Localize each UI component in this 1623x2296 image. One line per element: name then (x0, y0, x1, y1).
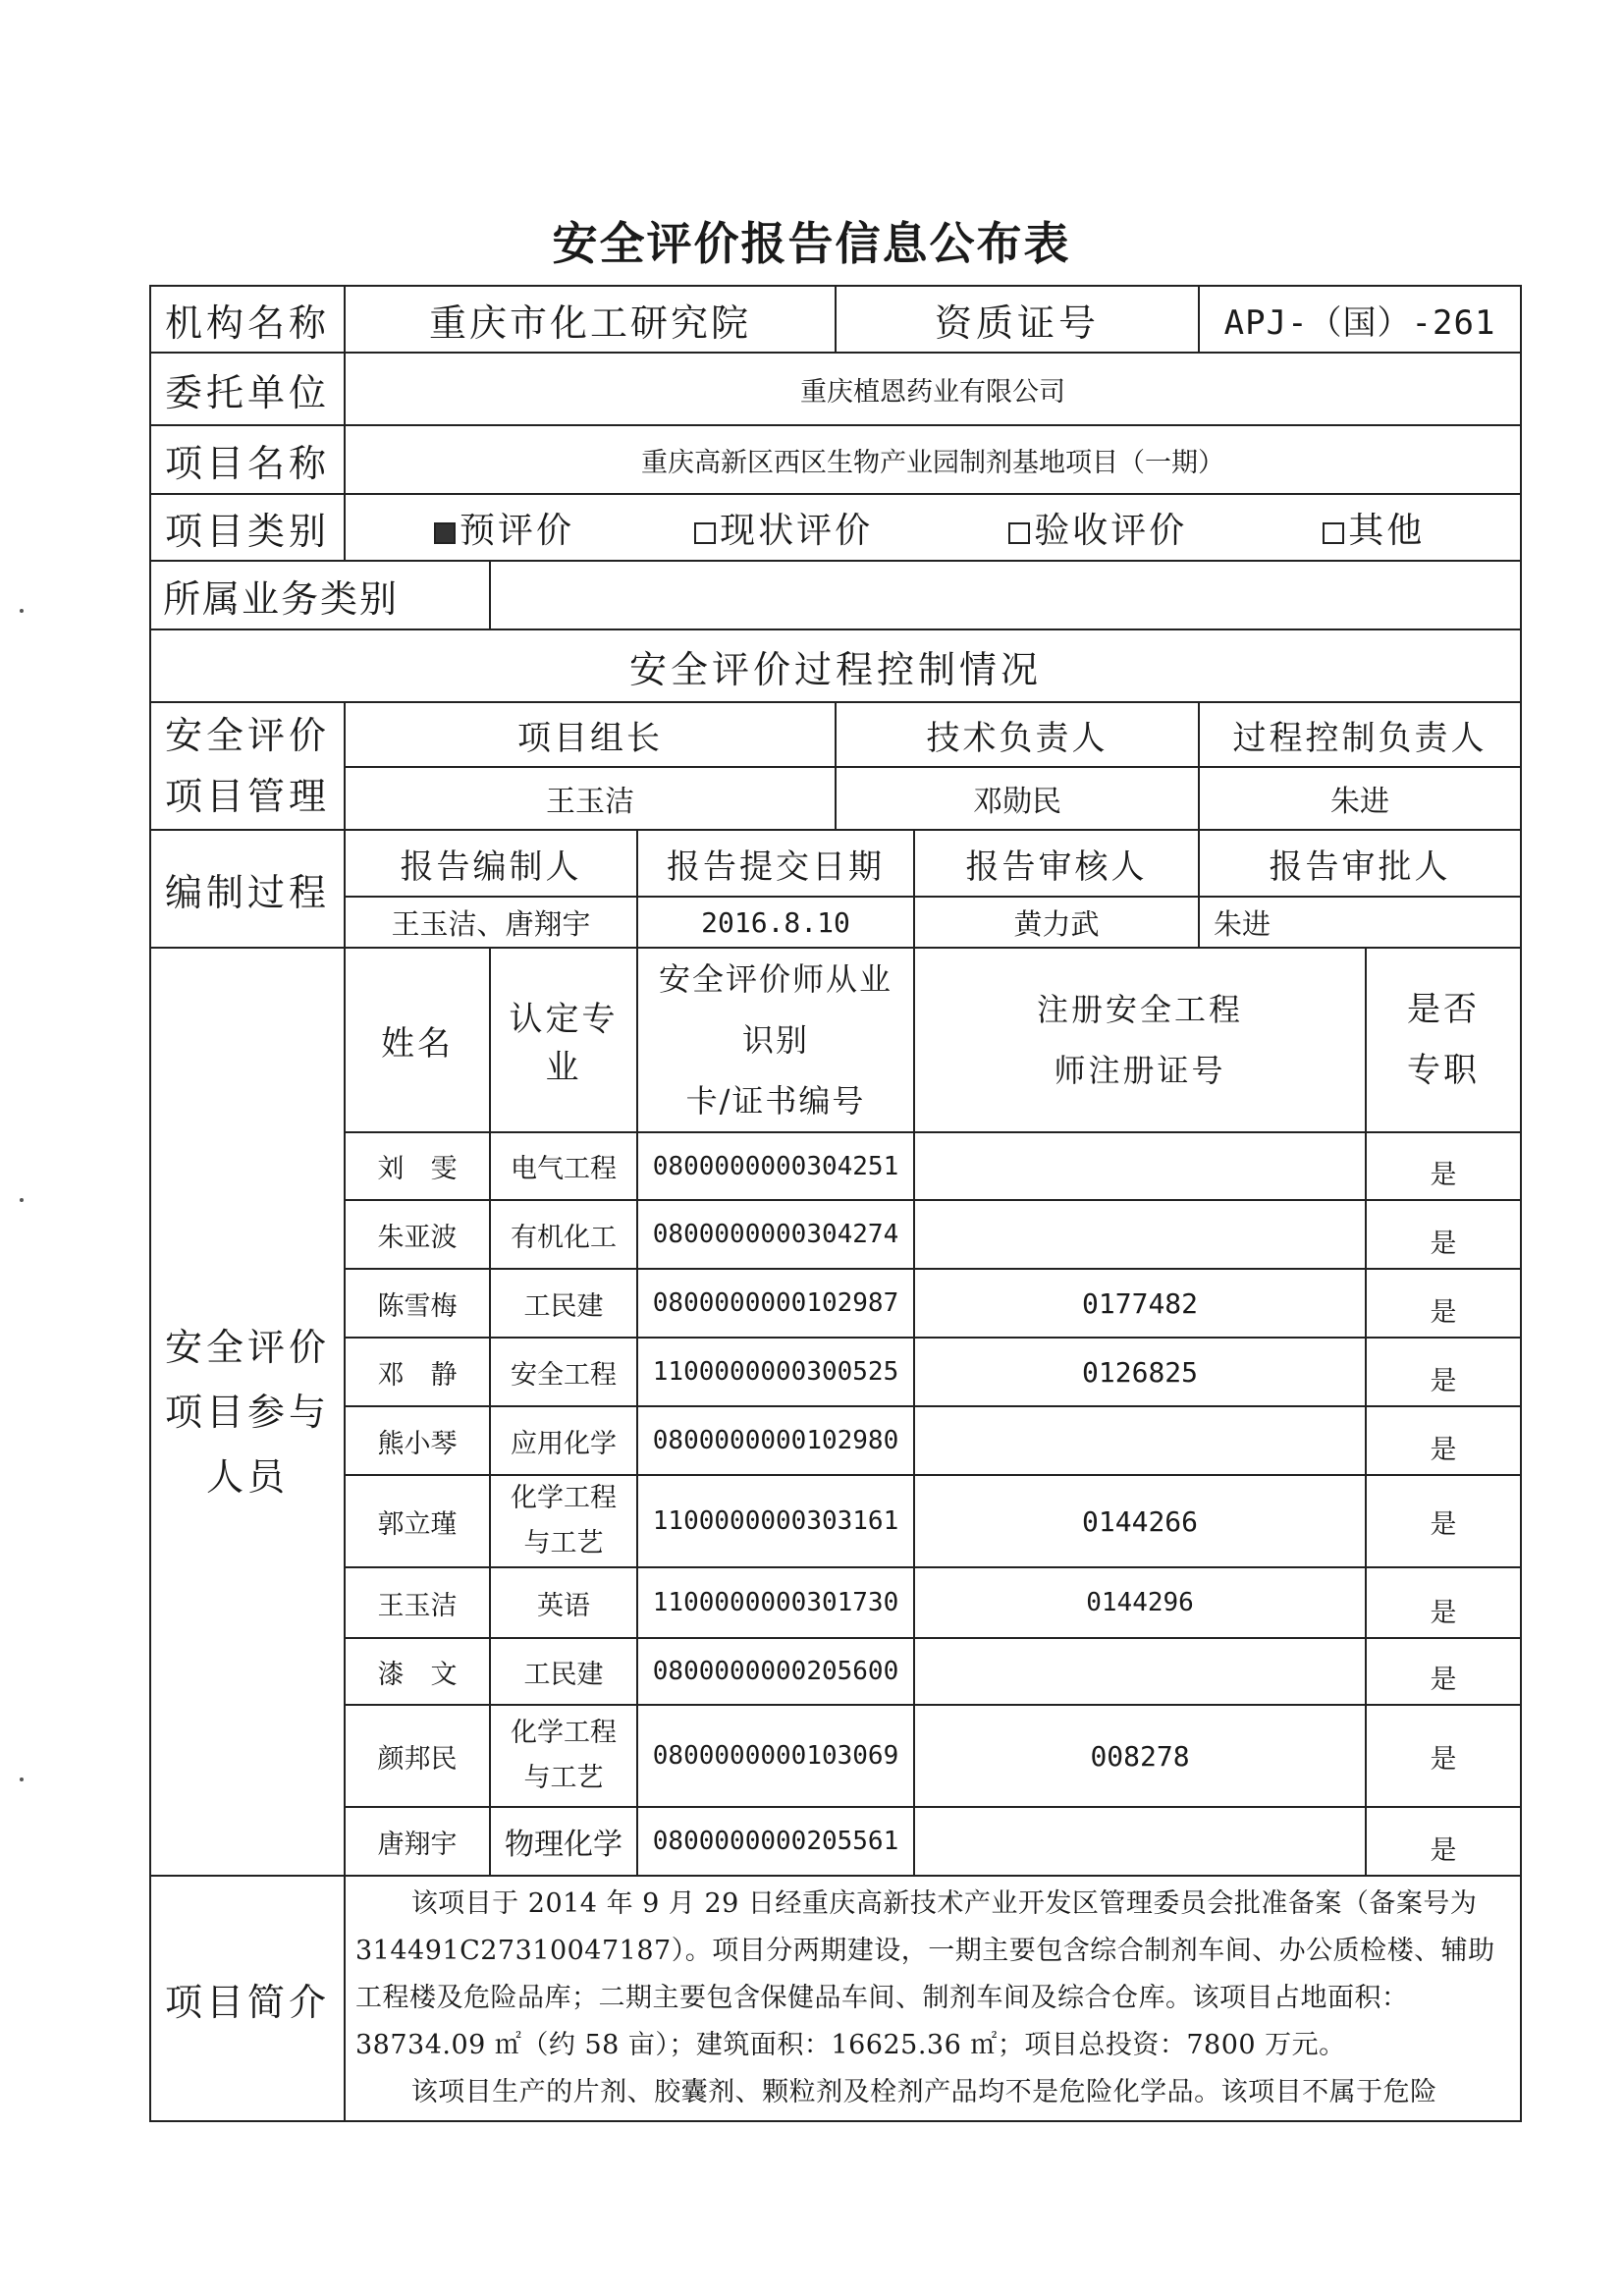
info-table (149, 285, 1520, 2122)
staff-header-major: 认定专业 (490, 948, 637, 1132)
staff-card: 0800000000304274 (637, 1200, 914, 1269)
staff-card: 0800000000103069 (637, 1705, 914, 1807)
staff-fulltime: 是 (1366, 1567, 1521, 1638)
option-status-evaluation[interactable]: 现状评价 (694, 503, 1003, 553)
staff-name: 陈雪梅 (345, 1269, 490, 1338)
option-acceptance-evaluation[interactable]: 验收评价 (1008, 503, 1318, 553)
staff-name: 朱亚波 (345, 1200, 490, 1269)
staff-header-card: 安全评价师从业识别 卡/证书编号 (637, 948, 914, 1132)
staff-card: 1100000000300525 (637, 1338, 914, 1406)
compile-approver: 朱进 (1199, 897, 1521, 948)
staff-header-fulltime: 是否 专职 (1366, 948, 1521, 1132)
intro-paragraph-1: 该项目于 2014 年 9 月 29 日经重庆高新技术产业开发区管理委员会批准备案（备案号为 314491C27310047187）。项目分两期建设，一期主要包含综合制剂车间、办公质检楼、辅助工程楼及危险品库；二期主要包含保健品车间、制剂车间及综合仓库。该项目占地面积：38734.09 ㎡（约 58 亩）；建筑面积：16625.36 ㎡；项目总投资：7800 万元。 (355, 1888, 1495, 2060)
business-value (490, 561, 1521, 629)
table-row (150, 1475, 1521, 1567)
staff-name: 颜邦民 (345, 1705, 490, 1807)
staff-card: 0800000000102980 (637, 1406, 914, 1475)
table-row (150, 1807, 1521, 1876)
staff-name: 熊小琴 (345, 1406, 490, 1475)
staff-major: 化学工程与工艺 (490, 1475, 637, 1567)
table-row (150, 1638, 1521, 1705)
table-row (150, 1132, 1521, 1200)
cert-value: APJ-（国）-261 (1199, 286, 1521, 353)
business-label: 所属业务类别 (150, 561, 490, 629)
staff-card: 1100000000303161 (637, 1475, 914, 1567)
checkbox-icon[interactable] (1008, 522, 1030, 544)
staff-reg (914, 1807, 1366, 1876)
staff-major: 有机化工 (490, 1200, 637, 1269)
management-header-leader: 项目组长 (345, 702, 836, 767)
staff-fulltime: 是 (1366, 1475, 1521, 1567)
checkbox-icon[interactable] (1323, 522, 1344, 544)
management-header-tech: 技术负责人 (836, 702, 1199, 767)
management-header-process: 过程控制负责人 (1199, 702, 1521, 767)
staff-header-reg: 注册安全工程 师注册证号 (914, 948, 1366, 1132)
staff-card: 0800000000205600 (637, 1638, 914, 1705)
table-row (150, 1200, 1521, 1269)
compile-author: 王玉洁、唐翔宇 (345, 897, 637, 948)
staff-card: 0800000000102987 (637, 1269, 914, 1338)
project-value: 重庆高新区西区生物产业园制剂基地项目（一期） (345, 425, 1521, 494)
compile-header-author: 报告编制人 (345, 830, 637, 897)
staff-name: 郭立瑾 (345, 1475, 490, 1567)
staff-major: 英语 (490, 1567, 637, 1638)
compile-label: 编制过程 (150, 830, 345, 948)
scan-dot (20, 1198, 24, 1202)
staff-reg: 008278 (914, 1705, 1366, 1807)
staff-card: 0800000000205561 (637, 1807, 914, 1876)
staff-name: 邓 静 (345, 1338, 490, 1406)
management-leader: 王玉洁 (345, 767, 836, 830)
client-value: 重庆植恩药业有限公司 (345, 353, 1521, 425)
staff-name: 漆 文 (345, 1638, 490, 1705)
staff-fulltime: 是 (1366, 1200, 1521, 1269)
option-other[interactable]: 其他 (1323, 503, 1425, 553)
staff-reg (914, 1132, 1366, 1200)
staff-major: 工民建 (490, 1638, 637, 1705)
intro-label: 项目简介 (150, 1876, 345, 2121)
staff-major: 安全工程 (490, 1338, 637, 1406)
compile-reviewer: 黄力武 (914, 897, 1199, 948)
client-label: 委托单位 (150, 353, 345, 425)
table-row (150, 1406, 1521, 1475)
staff-fulltime: 是 (1366, 1705, 1521, 1807)
staff-reg (914, 1200, 1366, 1269)
compile-header-date: 报告提交日期 (637, 830, 914, 897)
staff-name: 唐翔宇 (345, 1807, 490, 1876)
staff-reg (914, 1406, 1366, 1475)
management-tech: 邓勋民 (836, 767, 1199, 830)
staff-reg: 0177482 (914, 1269, 1366, 1338)
page-title: 安全评价报告信息公布表 (552, 217, 1071, 270)
staff-header-name: 姓名 (345, 948, 490, 1132)
checkbox-checked-icon[interactable] (434, 522, 456, 544)
staff-name: 王玉洁 (345, 1567, 490, 1638)
category-label: 项目类别 (150, 494, 345, 561)
compile-header-approver: 报告审批人 (1199, 830, 1521, 897)
scan-dot (20, 1777, 24, 1781)
staff-fulltime: 是 (1366, 1406, 1521, 1475)
staff-card: 0800000000304251 (637, 1132, 914, 1200)
table-row (150, 1269, 1521, 1338)
staff-fulltime: 是 (1366, 1807, 1521, 1876)
staff-fulltime: 是 (1366, 1638, 1521, 1705)
project-label: 项目名称 (150, 425, 345, 494)
intro-paragraph-2: 该项目生产的片剂、胶囊剂、颗粒剂及栓剂产品均不是危险化学品。该项目不属于危险 (410, 2077, 1437, 2107)
staff-major: 工民建 (490, 1269, 637, 1338)
org-value: 重庆市化工研究院 (345, 286, 836, 353)
staff-reg (914, 1638, 1366, 1705)
staff-major: 物理化学 (490, 1807, 637, 1876)
staff-major: 化学工程与工艺 (490, 1705, 637, 1807)
staff-fulltime: 是 (1366, 1269, 1521, 1338)
cert-label: 资质证号 (836, 286, 1199, 353)
table-row (150, 1567, 1521, 1638)
management-process: 朱进 (1199, 767, 1521, 830)
compile-date: 2016.8.10 (637, 897, 914, 948)
compile-header-reviewer: 报告审核人 (914, 830, 1199, 897)
staff-fulltime: 是 (1366, 1338, 1521, 1406)
staff-major: 电气工程 (490, 1132, 637, 1200)
option-pre-evaluation[interactable]: 预评价 (434, 503, 689, 553)
org-label: 机构名称 (150, 286, 345, 353)
staff-major: 应用化学 (490, 1406, 637, 1475)
staff-name: 刘 雯 (345, 1132, 490, 1200)
staff-reg: 0126825 (914, 1338, 1366, 1406)
management-label: 安全评价 项目管理 (150, 702, 345, 830)
scan-dot (20, 609, 24, 613)
staff-reg: 0144296 (914, 1567, 1366, 1638)
staff-card: 1100000000301730 (637, 1567, 914, 1638)
table-row (150, 1338, 1521, 1406)
process-heading: 安全评价过程控制情况 (150, 629, 1521, 702)
category-options (345, 494, 1521, 561)
staff-reg: 0144266 (914, 1475, 1366, 1567)
table-row (150, 1705, 1521, 1807)
intro-text (345, 1876, 1521, 2121)
staff-fulltime: 是 (1366, 1132, 1521, 1200)
staff-label: 安全评价 项目参与 人员 (150, 948, 345, 1876)
checkbox-icon[interactable] (694, 522, 716, 544)
